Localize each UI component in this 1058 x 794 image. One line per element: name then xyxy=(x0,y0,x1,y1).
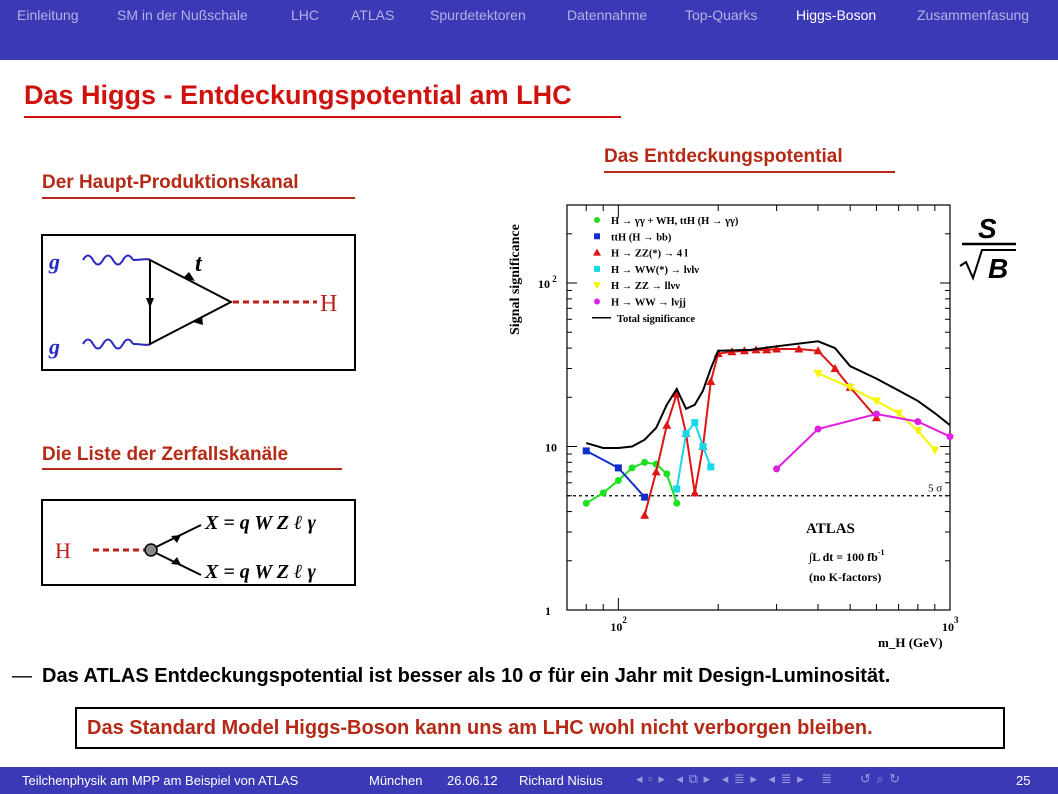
plot-ticks xyxy=(538,205,959,634)
series-6 xyxy=(586,341,950,448)
data-point xyxy=(583,500,590,507)
series-line xyxy=(777,414,950,469)
nav-prev-subsection-icon[interactable]: ◂ ⧉ ▸ xyxy=(676,771,712,786)
data-point xyxy=(914,418,921,425)
x-tick-label-base: 10 xyxy=(610,620,623,634)
plot-heading-underline xyxy=(604,171,895,173)
legend-label: H → WW(*) → lνlν xyxy=(611,264,699,276)
footer-author: Richard Nisius xyxy=(519,773,603,788)
data-point xyxy=(815,425,822,432)
decay-higgs-label: H xyxy=(55,538,71,563)
data-point xyxy=(683,430,690,437)
series-1 xyxy=(583,447,648,500)
nav-item-higgs-boson[interactable]: Higgs-Boson xyxy=(796,7,877,23)
data-point xyxy=(641,459,648,466)
series-2 xyxy=(640,344,881,518)
x-tick-label-exp: 2 xyxy=(622,615,627,625)
x-tick-label-base: 10 xyxy=(942,620,954,634)
bullet-text: Das ATLAS Entdeckungspotential ist besser als 10 σ für ein Jahr mit Design-Luminosität. xyxy=(42,665,891,687)
x-axis-label xyxy=(878,635,943,650)
conclusion-box xyxy=(75,707,1005,749)
legend-swatch xyxy=(594,266,600,272)
y-axis-label: Signal significance xyxy=(508,224,523,335)
data-point xyxy=(652,467,661,475)
footer-course: Teilchenphysik am MPP am Beispiel von ATLAS xyxy=(22,773,299,788)
legend-label: H → ZZ(*) → 4 l xyxy=(611,248,688,260)
y-tick-label: 10 xyxy=(545,440,557,455)
top-quark-label: t xyxy=(195,251,202,277)
nav-item-datennahme[interactable]: Datennahme xyxy=(567,7,648,23)
nav-item-atlas[interactable]: ATLAS xyxy=(351,7,395,23)
data-point xyxy=(583,447,590,454)
decay-vertex xyxy=(145,544,157,556)
data-point xyxy=(640,511,649,519)
plot-legend xyxy=(592,216,739,325)
data-point xyxy=(690,488,699,496)
legend-label: H → ZZ → llνν xyxy=(611,281,680,293)
production-heading: Der Haupt-Produktionskanal xyxy=(42,172,299,193)
title-underline xyxy=(24,116,621,118)
decay-heading: Die Liste der Zerfallskanäle xyxy=(42,444,289,465)
feynman-production-box xyxy=(41,234,356,371)
five-sigma-label: 5 σ xyxy=(928,482,943,495)
nav-prev-frame-icon[interactable]: ◂ ▫ ▸ xyxy=(636,771,666,786)
series-line xyxy=(677,423,711,489)
beamer-nav-controls xyxy=(636,771,901,787)
gluon-line-bottom xyxy=(83,340,133,349)
nav-prev-section-icon[interactable]: ◂ ≣ ▸ xyxy=(721,771,758,786)
data-point xyxy=(947,433,954,440)
series-line xyxy=(586,451,644,497)
gluon-line-top xyxy=(83,256,133,265)
legend-label: H → WW → lνjj xyxy=(611,297,686,309)
gluon-connector-top xyxy=(133,259,150,260)
data-point xyxy=(930,447,939,455)
nav-section-icon[interactable]: ◂ ≣ ▸ xyxy=(768,771,805,786)
x-tick-label xyxy=(610,615,627,634)
nav-item-lhc[interactable]: LHC xyxy=(291,7,320,23)
nav-search-back-icon[interactable]: ↺ ⌕ ↻ xyxy=(859,771,902,786)
significance-formula xyxy=(958,212,1020,282)
y-tick-label-base: 10 xyxy=(538,277,550,292)
legend-swatch xyxy=(594,299,600,305)
y-tick-label: 1 xyxy=(545,604,551,618)
feynman-production-diagram xyxy=(43,236,354,369)
nav-item-spurdetektoren[interactable]: Spurdetektoren xyxy=(430,7,526,23)
data-point xyxy=(873,411,880,418)
plot-heading: Das Entdeckungspotential xyxy=(604,146,843,167)
decay-product-top: X = q W Z ℓ γ xyxy=(205,512,316,534)
conclusion-text: Das Standard Model Higgs-Boson kann uns am LHC wohl nicht verborgen bleiben. xyxy=(87,717,873,739)
page-number: 25 xyxy=(1016,773,1031,788)
data-point xyxy=(615,464,622,471)
nav-item-zusammenfasung[interactable]: Zusammenfasung xyxy=(917,7,1030,23)
luminosity-text: ∫L dt = 100 fb xyxy=(809,550,878,564)
decay-heading-underline xyxy=(42,468,342,470)
legend-label: Total significance xyxy=(617,313,696,325)
legend-swatch xyxy=(593,249,601,256)
nav-appendix-icon[interactable]: ≣ xyxy=(821,771,834,786)
bullet-statement xyxy=(12,665,890,688)
y-tick-label-exp: 2 xyxy=(550,274,557,285)
luminosity-label xyxy=(808,548,884,564)
data-point xyxy=(663,470,670,477)
feynman-decay-box xyxy=(41,499,356,586)
data-point xyxy=(773,465,780,472)
data-point xyxy=(641,494,648,501)
top-quark-loop xyxy=(150,260,231,344)
y-tick-label xyxy=(538,274,557,291)
data-point xyxy=(673,485,680,492)
x-axis-label-text: m_H (GeV) xyxy=(878,635,943,650)
data-point xyxy=(707,463,714,470)
gluon-label-bottom: g xyxy=(49,334,60,359)
formula-numerator: S xyxy=(978,213,997,244)
bullet-dash: — xyxy=(12,665,32,687)
gluon-label-top: g xyxy=(49,249,60,274)
data-point xyxy=(872,397,881,405)
feynman-decay-diagram xyxy=(43,501,354,584)
legend-label: ttH (H → bb) xyxy=(611,232,672,244)
section-nav-bar xyxy=(0,0,1058,60)
data-point xyxy=(691,419,698,426)
data-point xyxy=(615,477,622,484)
atlas-label: ATLAS xyxy=(806,521,855,537)
luminosity-exponent: -1 xyxy=(877,548,885,557)
gluon-connector-bottom xyxy=(133,344,150,345)
nav-item-top-quarks[interactable]: Top-Quarks xyxy=(685,7,758,23)
nav-item-einleitung[interactable]: Einleitung xyxy=(17,7,79,23)
k-factor-note: (no K-factors) xyxy=(809,570,882,584)
footer-date: 26.06.12 xyxy=(447,773,498,788)
plot-series xyxy=(583,341,954,518)
nav-item-sm[interactable]: SM in der Nußschale xyxy=(117,7,248,23)
x-tick-label-exp: 3 xyxy=(954,615,959,625)
data-point xyxy=(600,489,607,496)
legend-swatch xyxy=(594,233,600,239)
footer-bar xyxy=(0,767,1058,794)
data-point xyxy=(673,500,680,507)
series-line xyxy=(586,341,950,448)
legend-swatch xyxy=(594,217,600,223)
formula-denominator: B xyxy=(988,253,1009,282)
significance-plot xyxy=(505,195,960,655)
legend-swatch xyxy=(593,282,601,289)
decay-product-bottom: X = q W Z ℓ γ xyxy=(205,561,316,583)
x-tick-label xyxy=(942,615,959,634)
footer-city: München xyxy=(369,773,423,788)
data-point xyxy=(629,464,636,471)
legend-label: H → γγ + WH, ttH (H → γγ) xyxy=(611,216,739,227)
production-heading-underline xyxy=(42,197,355,199)
slide-title: Das Higgs - Entdeckungspotential am LHC xyxy=(24,80,572,110)
data-point xyxy=(662,421,671,429)
higgs-label: H xyxy=(320,291,338,317)
data-point xyxy=(700,443,707,450)
loop-arrow-vertical xyxy=(146,298,154,308)
